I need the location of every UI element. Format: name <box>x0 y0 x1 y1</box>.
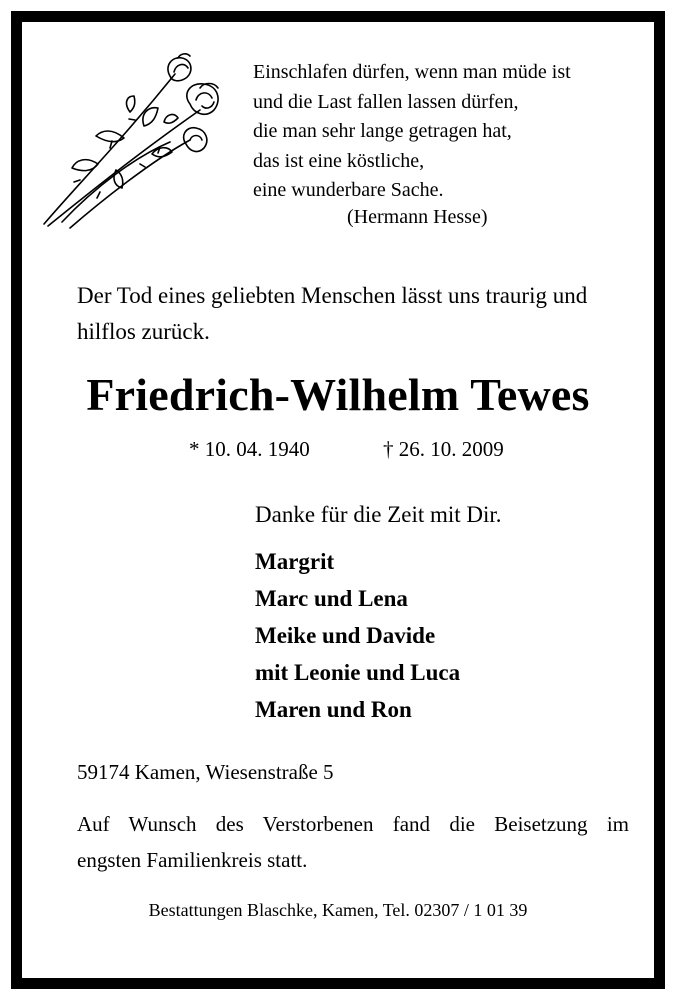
family-member: mit Leonie und Luca <box>255 660 461 685</box>
family-list <box>255 543 460 728</box>
burial-notice-line: Auf Wunsch des Verstorbenen fand die Beisetzung im <box>77 812 629 836</box>
family-member: Marc und Lena <box>255 586 408 611</box>
family-member: Meike und Davide <box>255 623 436 648</box>
funeral-home: Bestattungen Blaschke, Kamen, Tel. 02307 / 1 01 39 <box>148 900 528 920</box>
poem-author: (Hermann Hesse) <box>347 206 488 228</box>
poem-line: das ist eine köstliche, <box>253 149 425 172</box>
death-date: † 26. 10. 2009 <box>383 437 504 461</box>
roses-illustration <box>40 52 230 232</box>
poem-line: eine wunderbare Sache. <box>253 179 444 201</box>
address: 59174 Kamen, Wiesenstraße 5 <box>77 760 334 784</box>
poem-line: Einschlafen dürfen, wenn man müde ist <box>253 61 571 83</box>
family-member: Maren und Ron <box>255 697 412 722</box>
thanks-text: Danke für die Zeit mit Dir. <box>255 502 502 527</box>
poem <box>253 58 571 206</box>
poem-line: die man sehr lange getragen hat, <box>253 120 512 142</box>
deceased-name: Friedrich-Wilhelm Tewes <box>86 369 590 420</box>
burial-notice <box>77 806 629 878</box>
burial-notice-line: engsten Familienkreis statt. <box>77 848 308 872</box>
intro-text: Der Tod eines geliebten Menschen lässt uns traurig und hilflos zurück. <box>77 283 588 344</box>
poem-line: und die Last fallen lassen dürfen, <box>253 90 519 113</box>
family-member: Margrit <box>255 549 335 574</box>
birth-date: * 10. 04. 1940 <box>189 437 310 461</box>
